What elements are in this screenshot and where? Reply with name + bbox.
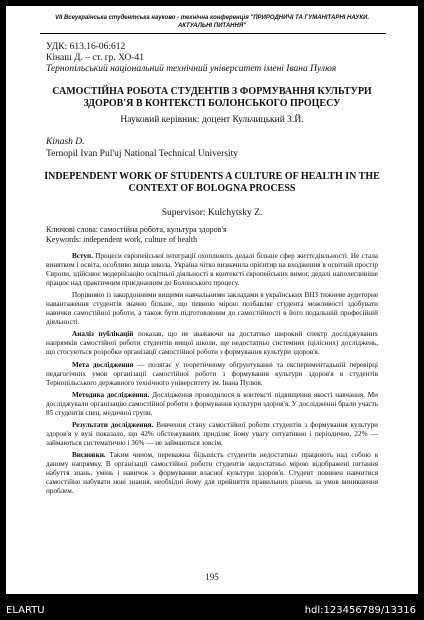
repository-footer (0, 602, 424, 620)
paragraph: Методика дослідження. Дослідження проводилося в контексті підвищення якості навчання. Ми досліджували організацію самостійної роботи з формування культури здоров'я. У дослідженні брали участь 85 студентів спец. медичної групи. (46, 390, 378, 417)
conference-header: VII Всеукраїнська студентська науково - технічна конференція "ПРИРОДНИЧІ ТА ГУМАНІТАРНІ НАУКИ. АКТУАЛЬНІ ПИТАННЯ" (54, 15, 370, 29)
paragraph: Аналіз публікацій показав, що не зважаючи на достатньо широкий спектр досліджуваних напрямків самостійної роботи студентів вищої школи, ще недостатньо системних (цілісних) досліджень, що стосуються розробки організації самостійної роботи з формування культури здоров'я. (46, 330, 378, 357)
affiliation-ua: Тернопільський національний технічний університет імені Івана Пулюя (46, 64, 337, 74)
udk-code: УДК: 613.16-06:612 (46, 42, 126, 52)
paragraph: Висновки. Таким чином, переважна більшість студентів недостатньо працюють над собою в даному напрямку. В організації самостійної роботи студентів недостатньо мірою відображені питання набуття знань, умінь і навичок з формування власної культури здоров'я. Студент повинен навчитися самостійно набувати нові знання, необхідні йому для прийняття правильних рішень за умов виникнення проблем. (46, 450, 378, 496)
keywords-ua: Ключові слова: самостійна робота, культура здоров'я (46, 225, 227, 234)
author-ua: Кінаш Д. – ст. гр. ХО-41 (46, 53, 145, 63)
paragraph: Результати дослідження. Вивчення стану самостійної роботи студентів з формування культури здоров'я у вузі показало, що 42% обстежуваних приділяє йому увагу ситуативно і періодично, 22% — займаються систематично і 36% — не займаються зовсім. (46, 420, 378, 447)
header-rule (40, 33, 386, 34)
keywords-en: Keywords: independent work, culture of health (46, 235, 198, 244)
supervisor-ua: Науковий керівник: доцент Кульчицький З.Й. (120, 115, 304, 125)
paper-page (6, 6, 418, 594)
handle-id: hdl:123456789/13316 (304, 605, 416, 616)
paragraph: Порівняно із закордонними вищими навчальними закладами в українських ВНЗ тижневе аудиторне навантаження студентів значно більше, що певною мірою позбавляє студента можливості здобувати навички самостійної роботи, а також бути підготовленим до самостійності в його подальшій професійній діяльності. (46, 291, 378, 327)
affiliation-en: Ternopil Ivan Pul'uj National Technical University (46, 149, 239, 159)
title-ua: САМОСТІЙНА РОБОТА СТУДЕНТІВ З ФОРМУВАННЯ КУЛЬТУРИ ЗДОРОВ'Я В КОНТЕКСТІ БОЛОНСЬКОГО ПРОЦЕСУ (52, 86, 372, 109)
repository-name: ELARTU (6, 605, 45, 616)
author-en: Kinash D. (46, 137, 85, 147)
title-en: INDEPENDENT WORK OF STUDENTS A CULTURE OF HEALTH IN THE CONTEXT OF BOLOGNA PROCESS (44, 171, 380, 194)
paragraph: Мета дослідження — полягає у теоретичному обґрунтуванні та експериментальній перевірці педагогічних умов організації самостійної роботи з формування культури здоров'я в студентів Тернопільського державного технічного університету ім. Івана Пулюя. (46, 360, 379, 387)
supervisor-en: Supervisor: Kulchytsky Z. (161, 208, 263, 218)
body-text (46, 252, 378, 499)
page-number: 195 (205, 572, 219, 582)
paragraph: Вступ. Процеси європейської інтеграції охоплюють дедалі більше сфер життєдіяльності. Не стала винятком і освіта, особливо вища школа. Україна чітко визначила орієнтир на входження в освітній простір Європи, здійснює модернізацію освітньої діяльності в контексті європейських вимог, дедалі наполегливіше працює над практичним приєднанням до Болонського процесу. (46, 252, 378, 288)
